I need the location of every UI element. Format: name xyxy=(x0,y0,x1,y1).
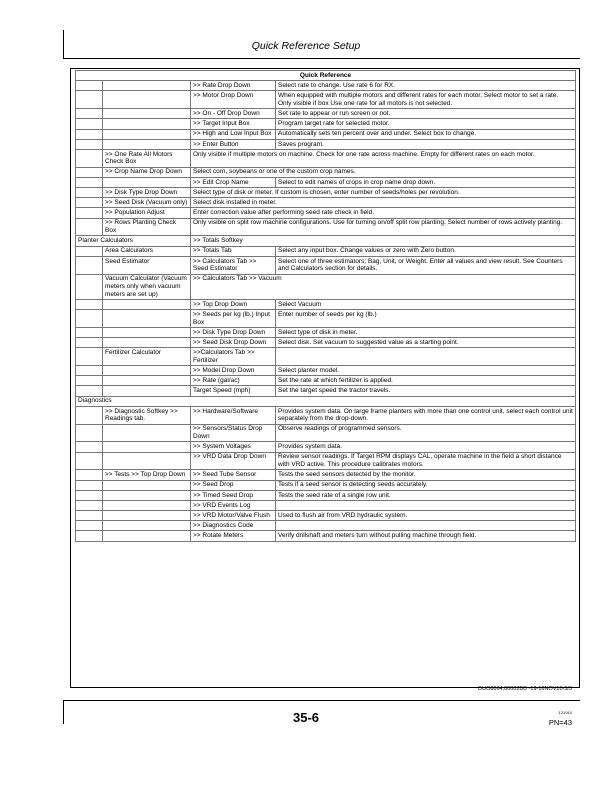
header-rule xyxy=(63,58,580,59)
table-cell xyxy=(103,139,191,149)
table-cell xyxy=(76,338,103,348)
table-row xyxy=(76,470,576,480)
table-cell xyxy=(103,299,191,309)
table-cell: When equipped with multiple motors and different rates for each motor. Select motor to set a rate. Only visible if box Use one rate for all motors is not selected. xyxy=(276,91,576,109)
table-cell: >> VRD Motor/Valve Flush xyxy=(191,511,276,521)
table-cell xyxy=(103,119,191,129)
table-cell xyxy=(76,531,103,541)
table-row xyxy=(76,299,576,309)
table-cell xyxy=(76,406,103,424)
table-cell: >> Diagnostics Code xyxy=(191,521,276,531)
table-cell: Select rate to change. Use rate 6 for RX. xyxy=(276,81,576,91)
footer-rule xyxy=(63,700,580,701)
table-cell: Target Speed (mph) xyxy=(191,386,276,396)
table-body xyxy=(76,81,576,541)
table-cell xyxy=(103,424,191,442)
table-cell xyxy=(103,531,191,541)
table-cell: >> One Rate All Motors Check Box xyxy=(103,149,191,167)
table-cell xyxy=(103,129,191,139)
table-row xyxy=(76,480,576,490)
table-cell: >> Crop Name Drop Down xyxy=(103,167,191,177)
table-cell: >> Seed Disk Drop Down xyxy=(191,338,276,348)
table-cell xyxy=(103,177,191,187)
table-cell xyxy=(103,442,191,452)
table-cell xyxy=(76,177,103,187)
table-cell: Review sensor readings. If Target RPM displays CAL, operate machine in the field a short distance with VRD active. This procedure calibrates motors. xyxy=(276,452,576,470)
table-row xyxy=(76,236,576,246)
table-cell: Vacuum Calculator (Vacuum meters only when vacuum meters are set up) xyxy=(103,274,191,299)
table-cell: >> Target Input Box xyxy=(191,119,276,129)
table-cell xyxy=(103,386,191,396)
table-cell: Diagnostics xyxy=(76,396,576,406)
table-row xyxy=(76,366,576,376)
table-cell xyxy=(76,327,103,337)
table-cell: Observe readings of programmed sensors. xyxy=(276,424,576,442)
table-cell xyxy=(103,366,191,376)
table-cell xyxy=(76,129,103,139)
table-cell xyxy=(103,376,191,386)
table-cell xyxy=(76,376,103,386)
table-heading: Quick Reference xyxy=(76,71,576,81)
table-row xyxy=(76,149,576,167)
table-cell xyxy=(76,109,103,119)
table-cell: Provides system data. xyxy=(276,442,576,452)
table-cell xyxy=(103,452,191,470)
table-cell: >> Totals Tab xyxy=(191,246,276,256)
table-row xyxy=(76,531,576,541)
table-cell xyxy=(76,424,103,442)
table-cell xyxy=(103,338,191,348)
page-title: Quick Reference Setup xyxy=(251,40,361,52)
table-cell: >> Population Adjust xyxy=(103,208,191,218)
table-cell: >> Hardware/Software xyxy=(191,406,276,424)
table-cell: Only visible if multiple motors on machine. Check for one rate across machine. Empty for different rates on each motor. xyxy=(191,149,576,167)
table-cell: >> Diagnostic Softkey >> Readings tab. xyxy=(103,406,191,424)
table-cell: Select type of disk or meter. If custom is chosen, enter number of seeds/holes per revolution. xyxy=(191,188,576,198)
table-row xyxy=(76,188,576,198)
table-cell xyxy=(76,139,103,149)
table-cell: Set rate to appear or run screen or not. xyxy=(276,109,576,119)
table-row xyxy=(76,310,576,328)
table-row xyxy=(76,327,576,337)
table-row xyxy=(76,386,576,396)
table-cell xyxy=(276,521,576,531)
table-cell xyxy=(76,452,103,470)
table-cell xyxy=(76,167,103,177)
print-code: 121910 xyxy=(558,710,572,715)
table-cell xyxy=(76,198,103,208)
table-cell: >> Disk Type Drop Down xyxy=(191,327,276,337)
table-cell xyxy=(76,366,103,376)
table-row xyxy=(76,521,576,531)
table-cell: Select type of disk in meter. xyxy=(276,327,576,337)
table-cell: >> Rate Drop Down xyxy=(191,81,276,91)
table-row xyxy=(76,218,576,236)
table-cell: Tests the seed rate of a single row unit. xyxy=(276,490,576,500)
table-cell: >> Calculators Tab >> Vacuum xyxy=(191,274,576,299)
table-cell: Select Vacuum xyxy=(276,299,576,309)
table-cell: >> Rows Planting Check Box xyxy=(103,218,191,236)
table-cell: Enter correction value after performing seed rate check in field. xyxy=(191,208,576,218)
table-cell: Select planter model. xyxy=(276,366,576,376)
table-cell xyxy=(76,310,103,328)
table-cell xyxy=(103,511,191,521)
table-cell: Tests if a seed sensor is detecting seeds accurately. xyxy=(276,480,576,490)
table-cell: >> Edit Crop Name xyxy=(191,177,276,187)
table-cell: >> Seeds per kg (lb.) Input Box xyxy=(191,310,276,328)
table-cell: >> Top Drop Down xyxy=(191,299,276,309)
table-cell xyxy=(76,480,103,490)
table-cell: Select to edit names of crops in crop name drop down. xyxy=(276,177,576,187)
table-row xyxy=(76,129,576,139)
table-cell: >>Calculators Tab >> Fertilizer xyxy=(191,348,276,366)
table-cell: Select corn, soybeans or one of the custom crop names. xyxy=(191,167,576,177)
table-row xyxy=(76,376,576,386)
table-cell xyxy=(76,511,103,521)
table-cell: Set the rate at which fertilizer is applied. xyxy=(276,376,576,386)
table-cell: Automatically sets ten percent over and under. Select box to change. xyxy=(276,129,576,139)
table-cell xyxy=(276,348,576,366)
table-cell xyxy=(76,470,103,480)
table-cell: >> Sensors/Status Drop Down xyxy=(191,424,276,442)
table-cell xyxy=(76,521,103,531)
table-row xyxy=(76,500,576,510)
table-cell xyxy=(76,218,103,236)
table-cell: >> Tests >> Top Drop Down xyxy=(103,470,191,480)
table-row xyxy=(76,256,576,274)
table-cell xyxy=(103,500,191,510)
table-cell xyxy=(76,91,103,109)
table-row xyxy=(76,246,576,256)
table-cell: Select one of three estimators; Bag, Unit, or Weight. Enter all values and view result. See Counters and Calculators section for details. xyxy=(276,256,576,274)
table-cell xyxy=(103,327,191,337)
table-cell: >> Model Drop Down xyxy=(191,366,276,376)
table-cell xyxy=(103,109,191,119)
table-cell: Select disk. Set vacuum to suggested value as a starting point. xyxy=(276,338,576,348)
table-row xyxy=(76,406,576,424)
table-cell xyxy=(76,119,103,129)
table-row xyxy=(76,119,576,129)
table-cell: >> Motor Drop Down xyxy=(191,91,276,109)
table-cell xyxy=(76,149,103,167)
table-cell xyxy=(76,246,103,256)
table-cell xyxy=(76,386,103,396)
table-cell: Saves program. xyxy=(276,139,576,149)
table-cell xyxy=(103,81,191,91)
table-cell: Enter number of seeds per kg (lb.) xyxy=(276,310,576,328)
table-cell: >> Seed Tube Sensor xyxy=(191,470,276,480)
table-row xyxy=(76,442,576,452)
table-cell: >> On - Off Drop Down xyxy=(191,109,276,119)
pn-label: PN=43 xyxy=(548,718,572,727)
table-cell: >> VRD Data Drop Down xyxy=(191,452,276,470)
table-cell: >> Seed Disk (Vacuum only) xyxy=(103,198,191,208)
table-cell: >> Rate (gal/ac) xyxy=(191,376,276,386)
table-row xyxy=(76,490,576,500)
table-cell xyxy=(103,91,191,109)
table-cell xyxy=(76,274,103,299)
table-cell: Planter Calculators xyxy=(76,236,191,246)
table-row xyxy=(76,274,576,299)
table-cell: Area Calculators xyxy=(103,246,191,256)
table-cell: >> Seed Drop xyxy=(191,480,276,490)
table-cell: >> Enter Button xyxy=(191,139,276,149)
table-cell: Set the target speed the tractor travels. xyxy=(276,386,576,396)
table-row xyxy=(76,177,576,187)
table-cell: Fertilizer Calculator xyxy=(103,348,191,366)
table-cell xyxy=(76,208,103,218)
table-row xyxy=(76,109,576,119)
table-cell xyxy=(76,256,103,274)
table-cell: Select disk installed in meter. xyxy=(191,198,576,208)
table-cell xyxy=(76,490,103,500)
table-cell xyxy=(103,480,191,490)
table-cell xyxy=(76,500,103,510)
table-row xyxy=(76,338,576,348)
table-cell: >> Disk Type Drop Down xyxy=(103,188,191,198)
table-cell xyxy=(76,348,103,366)
table-cell: Provides system data. On large frame planters with more than one control unit, select each control unit separately from the drop-down. xyxy=(276,406,576,424)
table-cell: Seed Estimator xyxy=(103,256,191,274)
table-row xyxy=(76,348,576,366)
table-cell xyxy=(76,188,103,198)
table-cell xyxy=(76,299,103,309)
table-cell: >> VRD Events Log xyxy=(191,500,276,510)
table-row xyxy=(76,396,576,406)
table-cell: Used to flush air from VRD hydraulic system. xyxy=(276,511,576,521)
table-cell: >> Totals Softkey xyxy=(191,236,576,246)
table-cell xyxy=(103,490,191,500)
table-cell xyxy=(103,521,191,531)
table-row xyxy=(76,511,576,521)
table-row xyxy=(76,198,576,208)
table-cell xyxy=(276,500,576,510)
page-number: 35-6 xyxy=(292,710,320,725)
table-row xyxy=(76,81,576,91)
table-cell xyxy=(103,310,191,328)
table-row xyxy=(76,424,576,442)
table-cell: >> Calculators Tab >> Seed Estimator xyxy=(191,256,276,274)
quick-reference-table xyxy=(75,70,576,542)
table-cell: Program target rate for selected motor. xyxy=(276,119,576,129)
table-cell: >> High and Low Input Box xyxy=(191,129,276,139)
table-cell: >> Timed Seed Drop xyxy=(191,490,276,500)
table-cell: Only visible on split row machine configurations. Use for turning on/off split row planting. Select number of rows actively planting. xyxy=(191,218,576,236)
table-cell: Verify drillshaft and meters turn without pulling machine through field. xyxy=(276,531,576,541)
table-row xyxy=(76,452,576,470)
table-cell: Select any input box. Change values or zero with Zero button. xyxy=(276,246,576,256)
table-row xyxy=(76,91,576,109)
table-cell xyxy=(76,81,103,91)
table-row xyxy=(76,139,576,149)
table-cell xyxy=(76,442,103,452)
table-row xyxy=(76,167,576,177)
table-cell: Tests the seed sensors detected by the monitor. xyxy=(276,470,576,480)
document-id: OUO6064,00002BD -19-16NOV10-3/3 xyxy=(477,686,572,692)
table-row xyxy=(76,208,576,218)
table-cell: >> System Voltages xyxy=(191,442,276,452)
table-cell: >> Rotate Meters xyxy=(191,531,276,541)
